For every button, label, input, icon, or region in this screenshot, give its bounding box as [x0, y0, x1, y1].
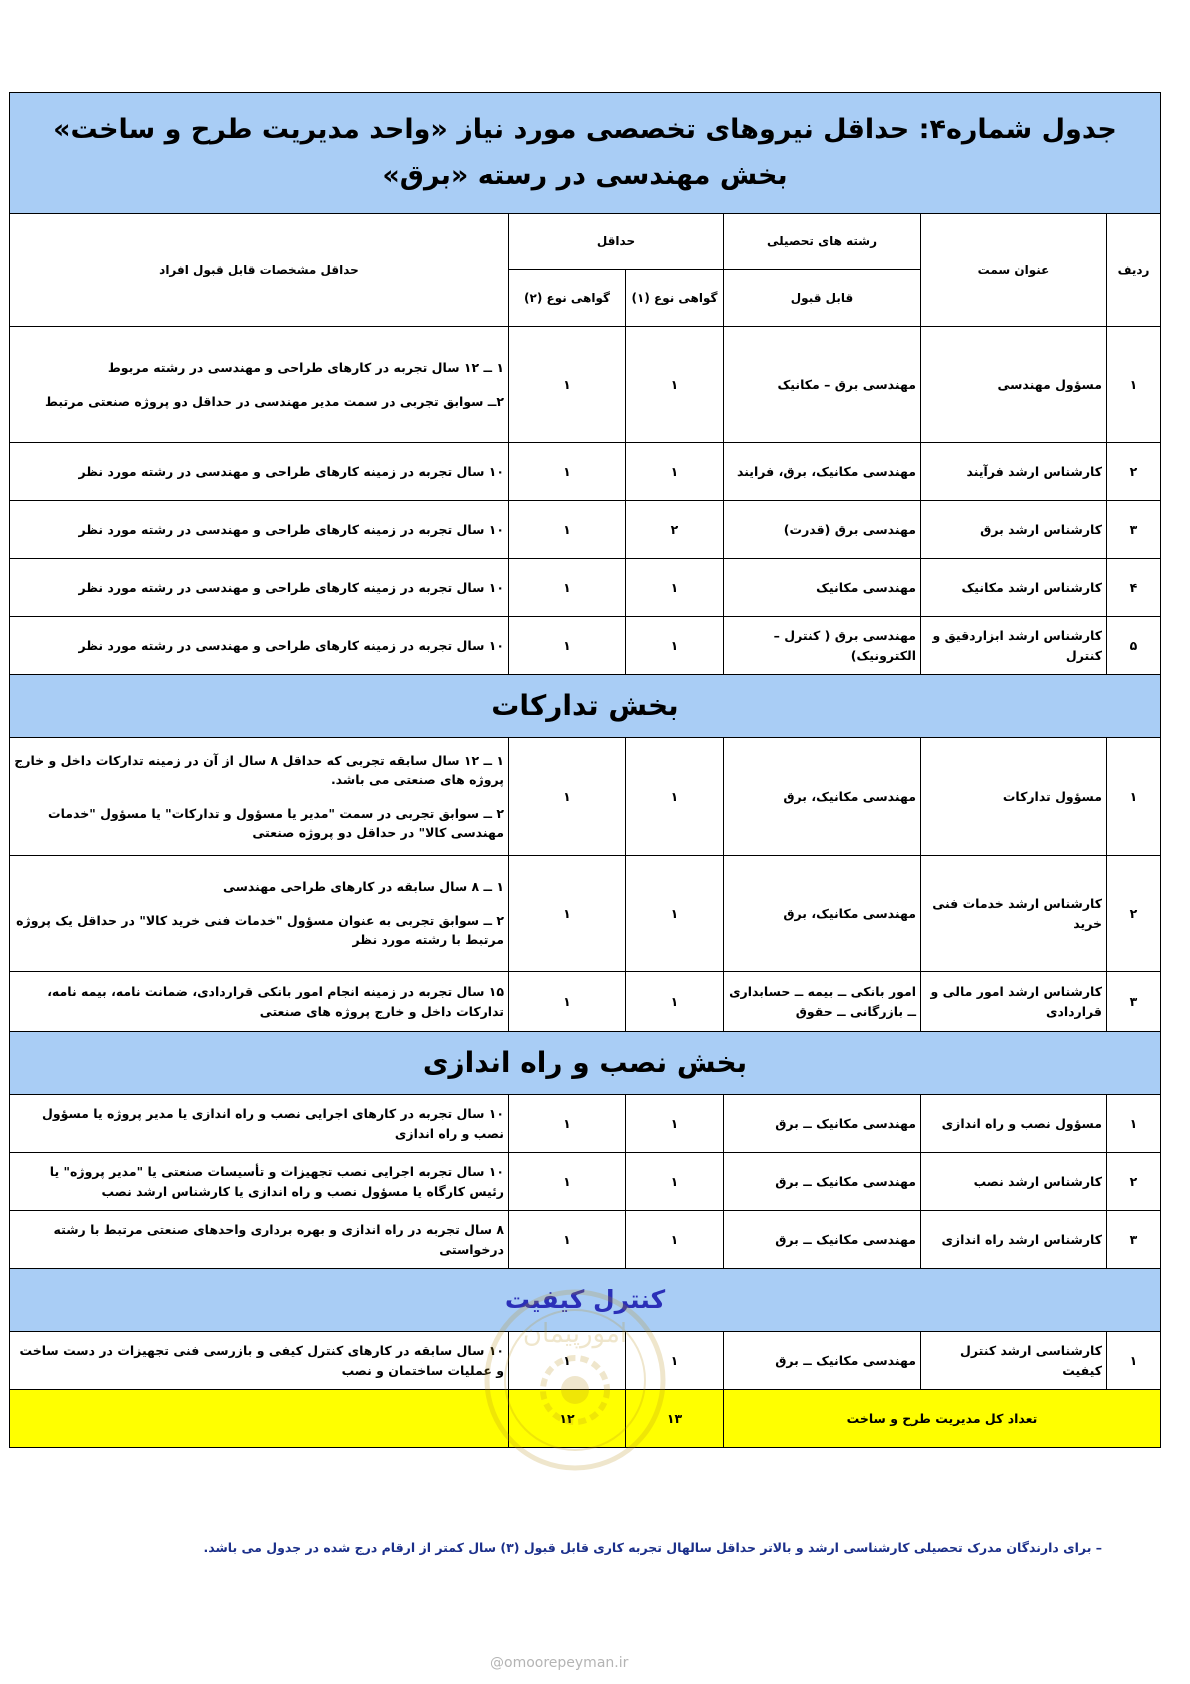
total-label: تعداد کل مدیریت طرح و ساخت	[724, 1390, 1161, 1448]
table-row	[9, 617, 1160, 675]
certificate-type2-count: ۱	[509, 327, 626, 443]
header-minimum: حداقل	[509, 214, 724, 270]
row-number: ۱	[1107, 1095, 1161, 1153]
certificate-type2-count: ۱	[509, 1095, 626, 1153]
minimum-specs	[9, 443, 508, 501]
education-field: مهندسی مکانیک، برق، فرایند	[724, 443, 921, 501]
spec-line: ۲ ــ سوابق تجربی در سمت "مدیر یا مسؤول و تدارکات" یا مسؤول "خدمات مهندسی کالا" در حداقل دو پروژه صنعتی	[48, 805, 504, 840]
position-title: کارشناس ارشد امور مالی و قراردادی	[921, 972, 1107, 1032]
title-row	[9, 93, 1160, 214]
certificate-type1-count: ۱	[626, 1095, 724, 1153]
minimum-specs	[9, 856, 508, 972]
section-title: بخش نصب و راه اندازی	[9, 1032, 1160, 1095]
row-number: ۲	[1107, 443, 1161, 501]
position-title: مسؤول تدارکات	[921, 738, 1107, 856]
certificate-type2-count: ۱	[509, 1332, 626, 1390]
position-title: کارشناس ارشد ابزاردقیق و کنترل	[921, 617, 1107, 675]
table-row	[9, 1332, 1160, 1390]
spec-line: ۱ ــ ۱۲ سال تجربه در کارهای طراحی و مهندسی در رشته مربوط	[107, 360, 504, 376]
footnote: – برای دارندگان مدرک تحصیلی کارشناسی ارشد و بالاتر حداقل سالهال تجربه کاری قابل قبول (۳) سال کمتر از ارقام درج شده در جدول می باشد.	[203, 1540, 1102, 1555]
total-type2: ۱۲	[509, 1390, 626, 1448]
table-row	[9, 1211, 1160, 1269]
education-field: مهندسی مکانیک ــ برق	[724, 1095, 921, 1153]
header-row-no: ردیف	[1107, 214, 1161, 327]
education-field: مهندسی مکانیک، برق	[724, 856, 921, 972]
table-row	[9, 856, 1160, 972]
spec-line: ۱۰ سال تجربه در زمینه کارهای طراحی و مهندسی در رشته مورد نظر	[78, 463, 504, 479]
education-field: مهندسی برق ( کنترل –الکترونیک)	[724, 617, 921, 675]
row-number: ۴	[1107, 559, 1161, 617]
table-title: جدول شماره۴: حداقل نیروهای تخصصی مورد نیاز «واحد مدیریت طرح و ساخت» بخش مهندسی در رسته «برق»	[9, 93, 1160, 214]
spec-line: ۱۰ سال تجربه اجرایی نصب تجهیزات و تأسیسات صنعتی یا "مدیر پروژه" یا رئیس کارگاه یا مسؤول نصب و راه اندازی یا کارشناس ارشد نصب	[49, 1164, 504, 1199]
table-row	[9, 738, 1160, 856]
spec-spacer	[14, 378, 504, 392]
certificate-type1-count: ۲	[626, 501, 724, 559]
total-blank	[9, 1390, 508, 1448]
minimum-specs	[9, 327, 508, 443]
spec-line: ۱۰ سال تجربه در کارهای اجرایی نصب و راه اندازی یا مدیر پروژه یا مسؤول نصب و راه اندازی	[42, 1106, 504, 1141]
education-field: مهندسی مکانیک ــ برق	[724, 1332, 921, 1390]
certificate-type2-count: ۱	[509, 559, 626, 617]
education-field: مهندسی مکانیک	[724, 559, 921, 617]
row-number: ۵	[1107, 617, 1161, 675]
row-number: ۱	[1107, 327, 1161, 443]
header-position: عنوان سمت	[921, 214, 1107, 327]
certificate-type2-count: ۱	[509, 972, 626, 1032]
table-row	[9, 1153, 1160, 1211]
education-field: مهندسی برق (قدرت)	[724, 501, 921, 559]
spec-line: ۱۰ سال سابقه در کارهای کنترل کیفی و بازرسی فنی تجهیزات در دست ساخت و عملیات ساختمان و نصب	[19, 1343, 504, 1378]
minimum-specs	[9, 1095, 508, 1153]
minimum-specs	[9, 972, 508, 1032]
section-title: بخش تدارکات	[9, 675, 1160, 738]
minimum-specs	[9, 1332, 508, 1390]
header-row-1	[9, 214, 1160, 270]
table-row	[9, 559, 1160, 617]
header-type2: گواهی نوع (۲)	[509, 270, 626, 327]
table-row	[9, 972, 1160, 1032]
education-field: مهندسی مکانیک ــ برق	[724, 1211, 921, 1269]
certificate-type2-count: ۱	[509, 443, 626, 501]
table-row	[9, 443, 1160, 501]
position-title: کارشناس ارشد خدمات فنی خرید	[921, 856, 1107, 972]
header-fields: رشته های تحصیلی	[724, 214, 921, 270]
minimum-specs	[9, 501, 508, 559]
total-row	[9, 1390, 1160, 1448]
requirements-sheet	[10, 92, 1161, 1448]
table-row	[9, 327, 1160, 443]
row-number: ۳	[1107, 501, 1161, 559]
minimum-specs	[9, 1153, 508, 1211]
website-link[interactable]: @omoorepeyman.ir	[490, 1655, 629, 1671]
education-field: مهندسی برق – مکانیک	[724, 327, 921, 443]
minimum-specs	[9, 738, 508, 856]
row-number: ۱	[1107, 738, 1161, 856]
certificate-type1-count: ۱	[626, 856, 724, 972]
certificate-type1-count: ۱	[626, 559, 724, 617]
certificate-type1-count: ۱	[626, 1211, 724, 1269]
spec-line: ۱۰ سال تجربه در زمینه کارهای طراحی و مهندسی در رشته مورد نظر	[78, 637, 504, 653]
certificate-type2-count: ۱	[509, 501, 626, 559]
position-title: کارشناس ارشد نصب	[921, 1153, 1107, 1211]
spec-spacer	[14, 790, 504, 804]
minimum-specs	[9, 1211, 508, 1269]
spec-line: ۱ ــ ۱۲ سال سابقه تجربی که حداقل ۸ سال از آن در زمینه تدارکات داخل و خارج پروژه های صنعتی می باشد.	[14, 752, 504, 788]
header-type1: گواهی نوع (۱)	[626, 270, 724, 327]
spec-line: ۲ــ سوابق تجربی در سمت مدیر مهندسی در حداقل دو پروژه صنعتی مرتبط	[45, 393, 504, 409]
requirements-table	[9, 92, 1161, 1448]
row-number: ۳	[1107, 1211, 1161, 1269]
row-number: ۳	[1107, 972, 1161, 1032]
certificate-type1-count: ۱	[626, 972, 724, 1032]
section-row	[9, 675, 1160, 738]
row-number: ۲	[1107, 856, 1161, 972]
certificate-type2-count: ۱	[509, 738, 626, 856]
minimum-specs	[9, 559, 508, 617]
education-field: مهندسی مکانیک ــ برق	[724, 1153, 921, 1211]
spec-line: ۸ سال تجربه در راه اندازی و بهره برداری واحدهای صنعتی مرتبط با رشته درخواستی	[53, 1222, 504, 1257]
position-title: کارشناس ارشد مکانیک	[921, 559, 1107, 617]
total-type1: ۱۳	[626, 1390, 724, 1448]
education-field: مهندسی مکانیک، برق	[724, 738, 921, 856]
certificate-type2-count: ۱	[509, 1153, 626, 1211]
position-title: کارشناس ارشد فرآیند	[921, 443, 1107, 501]
section-title: کنترل کیفیت	[9, 1269, 1160, 1332]
certificate-type1-count: ۱	[626, 617, 724, 675]
spec-line: ۱۰ سال تجربه در زمینه کارهای طراحی و مهندسی در رشته مورد نظر	[78, 579, 504, 595]
minimum-specs	[9, 617, 508, 675]
certificate-type1-count: ۱	[626, 1332, 724, 1390]
certificate-type1-count: ۱	[626, 738, 724, 856]
position-title: کارشناسی ارشد کنترل کیفیت	[921, 1332, 1107, 1390]
certificate-type1-count: ۱	[626, 327, 724, 443]
certificate-type2-count: ۱	[509, 856, 626, 972]
spec-line: ۱۰ سال تجربه در زمینه کارهای طراحی و مهندسی در رشته مورد نظر	[78, 521, 504, 537]
table-row	[9, 501, 1160, 559]
position-title: کارشناس ارشد راه اندازی	[921, 1211, 1107, 1269]
position-title: مسؤول نصب و راه اندازی	[921, 1095, 1107, 1153]
table-row	[9, 1095, 1160, 1153]
spec-line: ۲ ــ سوابق تجربی به عنوان مسؤول "خدمات فنی خرید کالا" در حداقل یک پروژه مرتبط با رشته مورد نظر	[16, 912, 504, 948]
certificate-type1-count: ۱	[626, 1153, 724, 1211]
header-fields-sub: قابل قبول	[724, 270, 921, 327]
row-number: ۱	[1107, 1332, 1161, 1390]
header-specs: حداقل مشخصات قابل قبول افراد	[9, 214, 508, 327]
certificate-type1-count: ۱	[626, 443, 724, 501]
section-row	[9, 1032, 1160, 1095]
certificate-type2-count: ۱	[509, 617, 626, 675]
position-title: کارشناس ارشد برق	[921, 501, 1107, 559]
row-number: ۲	[1107, 1153, 1161, 1211]
spec-spacer	[14, 897, 504, 911]
svg-text:امورپیمان: امورپیمان	[522, 1319, 628, 1349]
certificate-type2-count: ۱	[509, 1211, 626, 1269]
education-field: امور بانکی ــ بیمه ــ حسابداری ــ بازرگانی ــ حقوق	[724, 972, 921, 1032]
position-title: مسؤول مهندسی	[921, 327, 1107, 443]
spec-line: ۱۵ سال تجربه در زمینه انجام امور بانکی قراردادی، ضمانت نامه، بیمه نامه، تدارکات داخل و خارج پروژه های صنعتی	[47, 984, 504, 1019]
spec-line: ۱ ــ ۸ سال سابقه در کارهای طراحی مهندسی	[222, 879, 504, 895]
section-row	[9, 1269, 1160, 1332]
